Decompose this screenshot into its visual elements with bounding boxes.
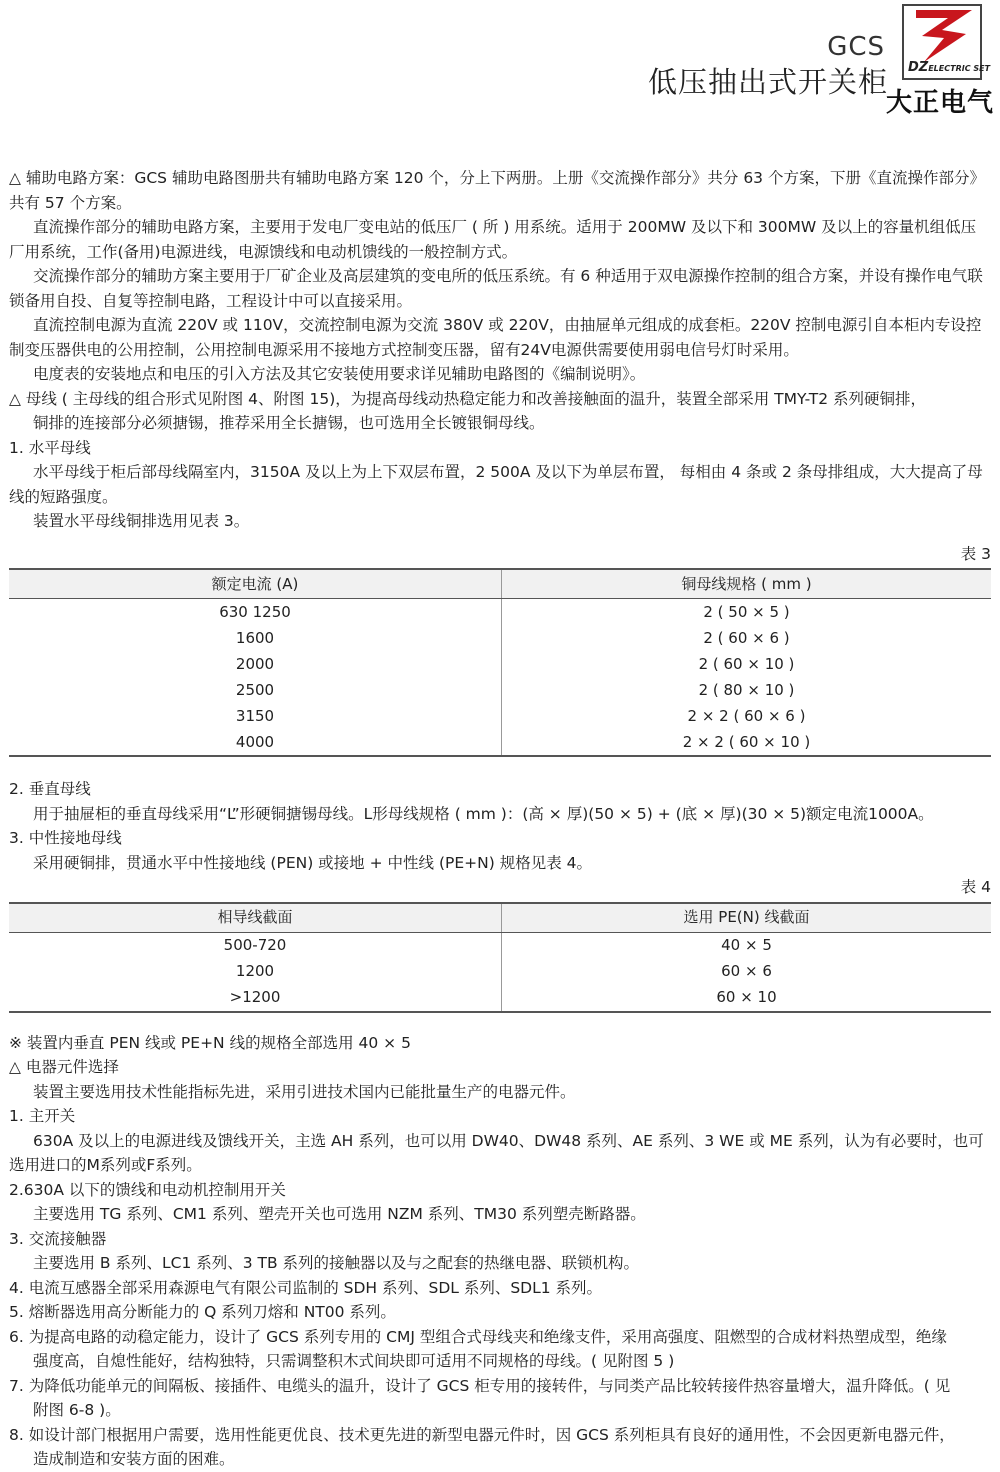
table-cell: 500-720: [9, 932, 502, 959]
list-item-adapter-cont: 附图 6-8 )。: [33, 1401, 121, 1419]
paragraph-control-power: 直流控制电源为直流 220V 或 110V，交流控制电源为交流 380V 或 220V，由抽屉单元组成的成套柜。220V 控制电源引自本柜内专设控制变压器供电的公用控制，公用控制电源采用不接地方式控制变压器，留有24V电源供需要使用弱电信号灯时采用。: [9, 316, 982, 359]
paragraph-feeder-switch: 主要选用 TG 系列、CM1 系列、塑壳开关也可选用 NZM 系列、TM30 系列塑壳断路器。: [33, 1205, 646, 1223]
table-cell: 2 × 2 ( 60 × 6 ): [687, 706, 806, 725]
table4: [9, 902, 991, 1013]
heading-main-switch: 1. 主开关: [9, 1107, 76, 1125]
list-item-upgrade-cont: 造成制造和安装方面的困难。: [33, 1450, 235, 1468]
table-header-row: [9, 569, 991, 599]
table-row: [9, 703, 991, 729]
table-cell: 60 × 6: [721, 962, 772, 981]
table-cell: 2 × 2 ( 60 × 10 ): [502, 729, 992, 756]
page-title: 低压抽出式开关柜: [647, 65, 888, 99]
paragraph-main-switch: 630A 及以上的电源进线及馈线开关，主选 AH 系列，也可以用 DW40、DW48 系列、AE 系列、3 WE 或 ME 系列，认为有必要时，也可选用进口的M系列或F系列。: [9, 1131, 984, 1174]
product-model: GCS: [827, 32, 885, 62]
table-cell: 2000: [9, 651, 502, 677]
table-cell: 2500: [9, 677, 502, 703]
heading-vertical-busbar: 2. 垂直母线: [9, 780, 91, 798]
heading-components: △ 电器元件选择: [9, 1058, 119, 1076]
table-cell: 2 ( 80 × 10 ): [698, 680, 795, 699]
table-row: [9, 959, 991, 985]
list-item-adapter: 7. 为降低功能单元的间隔板、接插件、电缆头的温升，设计了 GCS 柜专用的接转件，与同类产品比较转接件热容量增大，温升降低。( 见: [9, 1376, 951, 1395]
table-header-cell: 相导线截面: [9, 903, 502, 933]
table-row: [9, 651, 991, 677]
paragraph-dc-operation: 直流操作部分的辅助电路方案，主要用于发电厂变电站的低压厂 ( 所 ) 用系统。适用于 200MW 及以下和 300MW 及以上的容量机组低压厂用系统，工作(备用)电源进线，电源馈线和电动机馈线的一般控制方式。: [9, 218, 977, 261]
table-row: [9, 599, 991, 626]
heading-neutral-busbar: 3. 中性接地母线: [9, 829, 122, 847]
lightning-icon: [902, 4, 986, 64]
table-cell: 2 ( 50 × 5 ): [703, 602, 790, 621]
table-row: [9, 985, 991, 1012]
paragraph-neutral-busbar: 采用硬铜排，贯通水平中性接地线 (PEN) 或接地 + 中性线 (PE+N) 规格见表 4。: [33, 853, 592, 872]
table4-caption: 表 4: [960, 878, 991, 896]
table-row: [9, 625, 991, 651]
table-cell: >1200: [9, 985, 502, 1012]
paragraph-meter: 电度表的安装地点和电压的引入方法及其它安装使用要求详见辅助电路图的《编制说明》。: [33, 365, 646, 383]
heading-feeder-switch: 2.630A 以下的馈线和电动机控制用开关: [9, 1180, 286, 1199]
document-body: [9, 166, 991, 1472]
table-cell: 3150: [9, 703, 502, 729]
paragraph-ac-operation: 交流操作部分的辅助方案主要用于厂矿企业及高层建筑的变电所的低压系统。有 6 种适用于双电源操作控制的组合方案，并设有操作电气联锁备用自投、自复等控制电路，工程设计中可以直接采用。: [9, 267, 983, 310]
table-row: [9, 677, 991, 703]
paragraph-busbar: △ 母线 ( 主母线的组合形式见附图 4、附图 15)，为提高母线动热稳定能力和改善接触面的温升，装置全部采用 TMY-T2 系列硬铜排，: [9, 389, 927, 408]
company-logo: [902, 4, 991, 84]
table-cell: 40 × 5: [721, 936, 772, 955]
table-cell: 60 × 10: [502, 985, 992, 1012]
table-cell: 2 ( 60 × 10 ): [698, 654, 795, 673]
table-header-cell: 额定电流 (A): [9, 569, 502, 599]
table3-caption: 表 3: [960, 544, 991, 563]
paragraph-table3-ref: 装置水平母线铜排选用见表 3。: [33, 512, 250, 530]
paragraph-vertical-busbar: 用于抽屉柜的垂直母线采用“L”形硬铜搪锡母线。L形母线规格 ( mm )：(高 × 厚)(50 × 5) + (底 × 厚)(30 × 5)额定电流1000A。: [33, 804, 934, 823]
paragraph-contactor: 主要选用 B 系列、LC1 系列、3 TB 系列的接触器以及与之配套的热继电器、联锁机构。: [33, 1254, 640, 1272]
paragraph-horizontal-busbar: 水平母线于柜后部母线隔室内，3150A 及以上为上下双层布置，2 500A 及以下为单层布置， 每相由 4 条或 2 条母排组成，大大提高了母线的短路强度。: [9, 463, 983, 506]
table-cell: 1600: [9, 625, 502, 651]
note-pen: ※ 装置内垂直 PEN 线或 PE+N 线的规格全部选用 40 × 5: [9, 1033, 411, 1052]
table-header-row: [9, 903, 991, 933]
table-cell: 1200: [9, 959, 502, 985]
brand-name: 大正电气: [886, 88, 995, 118]
list-item-upgrade: 8. 如设计部门根据用户需要，选用性能更优良、技术更先进的新型电器元件时，因 GCS 系列柜具有良好的通用性，不会因更新电器元件，: [9, 1425, 955, 1444]
list-item-fuse: 5. 熔断器选用高分断能力的 Q 系列刀熔和 NT00 系列。: [9, 1303, 396, 1321]
page-header: [0, 0, 1000, 120]
list-item-ct: 4. 电流互感器全部采用森源电气有限公司监制的 SDH 系列、SDL 系列、SDL1 系列。: [9, 1278, 603, 1297]
list-item-cmj: 6. 为提高电路的动稳定能力，设计了 GCS 系列专用的 CMJ 型组合式母线夹和绝缘支件，采用高强度、阻燃型的合成材料热塑成型，绝缘: [9, 1327, 947, 1346]
logo-text: DZELECTRIC SET: [908, 60, 991, 75]
table3: [9, 568, 991, 757]
table-header-cell: 选用 PE(N) 线截面: [502, 903, 992, 933]
list-item-cmj-cont: 强度高，自熄性能好，结构独特，只需调整积木式间块即可适用不同规格的母线。( 见附图 5 ): [33, 1352, 675, 1370]
table-cell: 630 1250: [9, 599, 502, 626]
table-cell: 2 ( 60 × 6 ): [703, 628, 790, 647]
heading-contactor: 3. 交流接触器: [9, 1229, 107, 1248]
table-header-cell: 铜母线规格 ( mm ): [502, 569, 992, 599]
paragraph-components: 装置主要选用技术性能指标先进，采用引进技术国内已能批量生产的电器元件。: [33, 1082, 576, 1101]
paragraph-busbar-cont: 铜排的连接部分必须搪锡，推荐采用全长搪锡，也可选用全长镀银铜母线。: [33, 414, 545, 432]
table-cell: 4000: [9, 729, 502, 756]
heading-horizontal-busbar: 1. 水平母线: [9, 438, 91, 457]
table-row: [9, 729, 991, 756]
paragraph-aux-circuit: △ 辅助电路方案：GCS 辅助电路图册共有辅助电路方案 120 个，分上下两册。上册《交流操作部分》共分 63 个方案，下册《直流操作部分》共有 57 个方案。: [9, 169, 985, 212]
table-row: [9, 932, 991, 959]
